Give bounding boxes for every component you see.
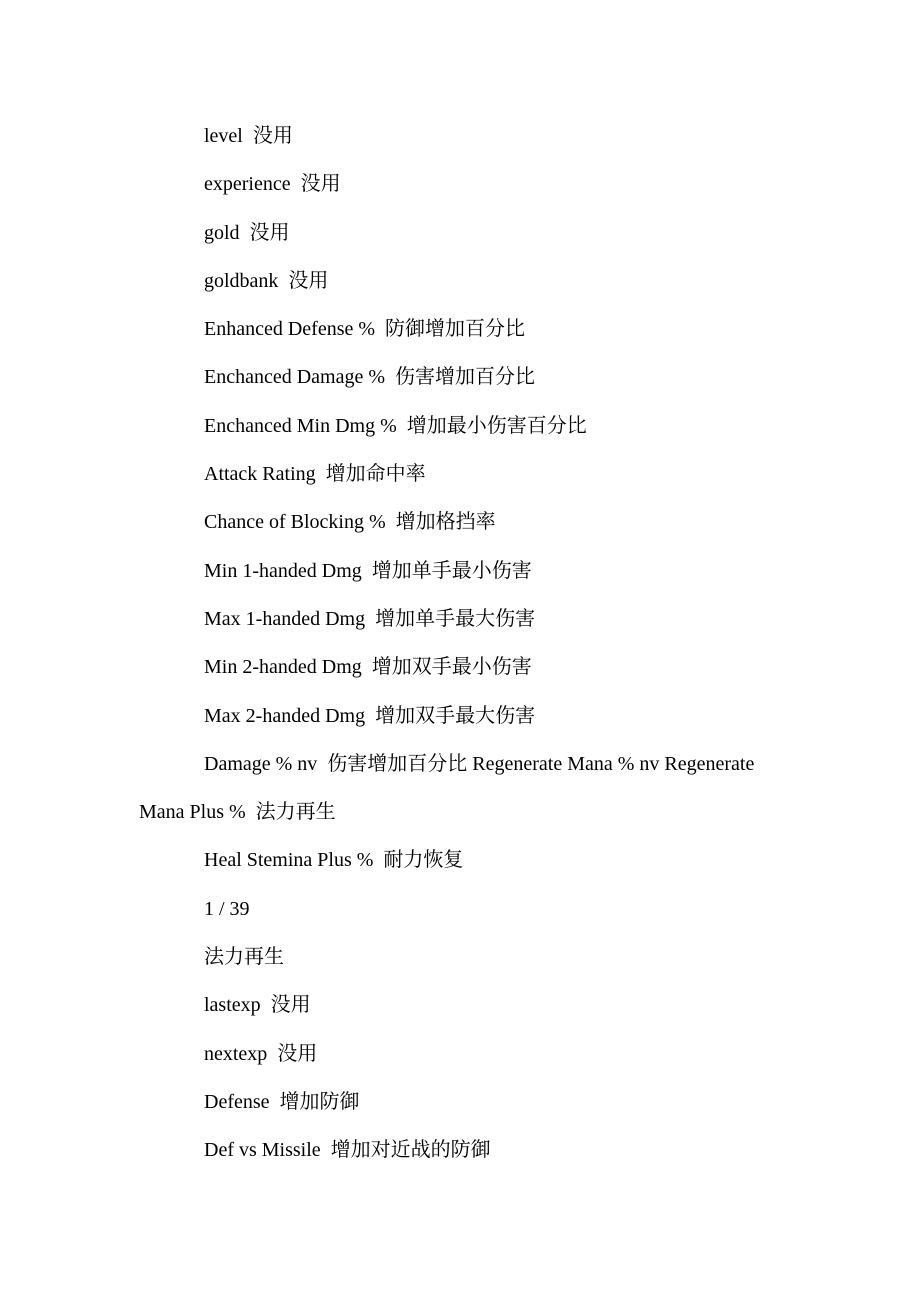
line-min-2-handed-dmg: Min 2-handed Dmg 增加双手最小伤害	[204, 656, 532, 679]
line-enchanced-min-dmg: Enchanced Min Dmg % 增加最小伤害百分比	[204, 414, 587, 437]
line-min-1-handed-dmg: Min 1-handed Dmg 增加单手最小伤害	[204, 559, 532, 582]
document-body	[139, 112, 819, 1175]
line-max-1-handed-dmg: Max 1-handed Dmg 增加单手最大伤害	[204, 607, 536, 630]
line-heal-stemina-plus: Heal Stemina Plus % 耐力恢复	[204, 849, 464, 872]
line-experience: experience 没用	[204, 173, 341, 196]
line-enchanced-damage: Enchanced Damage % 伤害增加百分比	[204, 366, 536, 389]
line-mana-regen: 法力再生	[204, 946, 284, 969]
line-enhanced-defense: Enhanced Defense % 防御增加百分比	[204, 318, 526, 341]
line-nextexp: nextexp 没用	[204, 1042, 318, 1065]
line-def-vs-missile: Def vs Missile 增加对近战的防御	[204, 1139, 491, 1162]
line-gold: gold 没用	[204, 221, 290, 244]
line-attack-rating: Attack Rating 增加命中率	[204, 463, 426, 486]
line-defense: Defense 增加防御	[204, 1090, 360, 1113]
page-number: 1 / 39	[204, 897, 250, 920]
line-level: level 没用	[204, 125, 293, 147]
line-chance-of-blocking: Chance of Blocking % 增加格挡率	[204, 511, 496, 534]
line-damage-nv: Damage % nv 伤害增加百分比 Regenerate Mana % nv Regenerate	[204, 752, 755, 775]
line-goldbank: goldbank 没用	[204, 269, 329, 292]
line-lastexp: lastexp 没用	[204, 994, 311, 1017]
line-max-2-handed-dmg: Max 2-handed Dmg 增加双手最大伤害	[204, 704, 536, 727]
line-mana-plus: Mana Plus % 法力再生	[139, 801, 336, 824]
